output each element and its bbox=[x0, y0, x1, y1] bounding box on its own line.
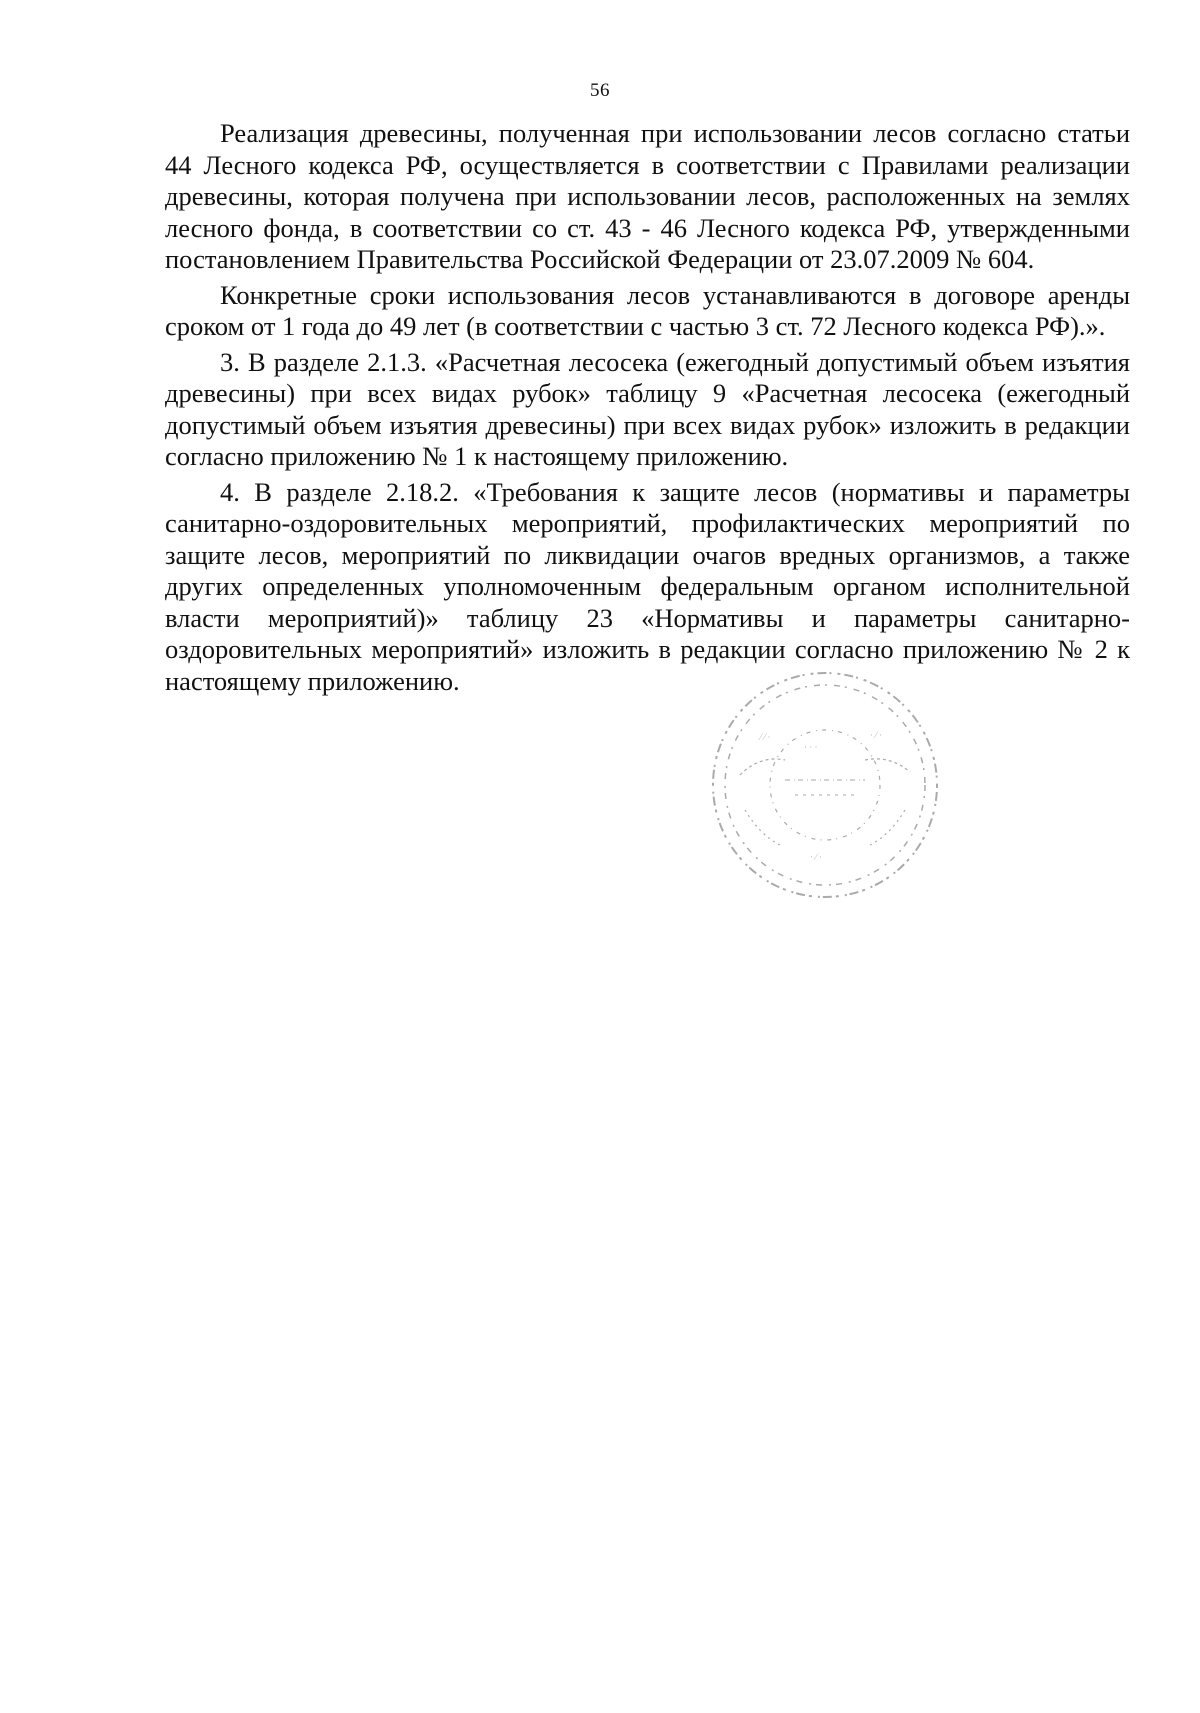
svg-text:· ⁄ ·: · ⁄ · bbox=[870, 730, 882, 740]
paragraph-lease-terms: Конкретные сроки использования лесов устанавливаются в договоре аренды сроком от 1 года до 49 лет (в соответствии с частью 3 ст. 72 Лесного кодекса РФ).». bbox=[165, 279, 1130, 341]
paragraph-timber-sale: Реализация древесины, полученная при использовании лесов согласно статьи 44 Лесного кодекса РФ, осуществляется в соответствии с Правилами реализации древесины, которая получена при использовании лесов, расположенных на землях лесного фонда, в соответствии со ст. 43 - 46 Лесного кодекса РФ, утвержденными постановлением Правительства Российской Федерации от 23.07.2009 № 604. bbox=[165, 118, 1130, 274]
paragraph-section-2-1-3: 3. В разделе 2.1.3. «Расчетная лесосека (ежегодный допустимый объем изъятия древесины) при всех видах рубок» таблицу 9 «Расчетная лесосека (ежегодный допустимый объем изъятия древесины) при всех видах рубок» изложить в редакции согласно приложению № 1 к настоящему приложению. bbox=[165, 346, 1130, 471]
page-number: 56 bbox=[590, 80, 610, 101]
svg-text:⁄ ⁄ ·: ⁄ ⁄ · bbox=[760, 732, 771, 742]
svg-text:· ⁄ ·: · ⁄ · bbox=[810, 852, 822, 862]
svg-text:· · ·: · · · bbox=[804, 742, 818, 752]
paragraph-section-2-18-2: 4. В разделе 2.18.2. «Требования к защите лесов (нормативы и параметры санитарно-оздоровительных мероприятий, профилактических мероприятий по защите лесов, мероприятий по ликвидации очагов вредных организмов, а также других определенных уполномоченным федеральным органом исполнительной власти мероприятий)» таблицу 23 «Нормативы и параметры санитарно-оздоровительных мероприятий» изложить в редакции согласно приложению № 2 к настоящему приложению. bbox=[165, 476, 1130, 696]
document-body bbox=[165, 118, 1130, 701]
